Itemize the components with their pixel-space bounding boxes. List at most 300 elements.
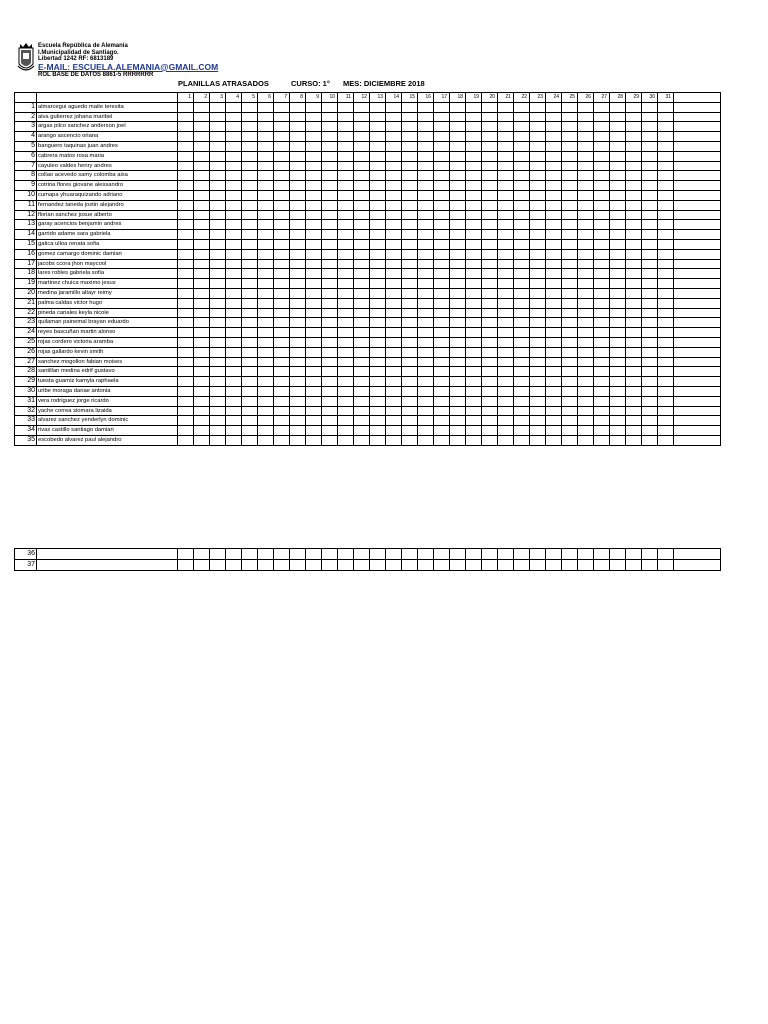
- day-cell[interactable]: [434, 288, 450, 298]
- day-cell[interactable]: [562, 141, 578, 151]
- day-cell[interactable]: [370, 337, 386, 347]
- day-cell[interactable]: [370, 279, 386, 289]
- day-cell[interactable]: [386, 279, 402, 289]
- day-cell[interactable]: [546, 259, 562, 269]
- day-cell[interactable]: [322, 190, 338, 200]
- day-cell[interactable]: [658, 190, 674, 200]
- day-cell[interactable]: [274, 308, 290, 318]
- day-cell[interactable]: [354, 406, 370, 416]
- day-cell[interactable]: [594, 230, 610, 240]
- day-cell[interactable]: [274, 560, 290, 571]
- day-cell[interactable]: [194, 141, 210, 151]
- day-cell[interactable]: [194, 337, 210, 347]
- day-cell[interactable]: [610, 318, 626, 328]
- day-cell[interactable]: [434, 337, 450, 347]
- day-cell[interactable]: [434, 132, 450, 142]
- day-cell[interactable]: [386, 269, 402, 279]
- day-cell[interactable]: [386, 102, 402, 112]
- day-cell[interactable]: [402, 288, 418, 298]
- day-cell[interactable]: [642, 357, 658, 367]
- day-cell[interactable]: [594, 435, 610, 445]
- day-cell[interactable]: [450, 367, 466, 377]
- day-cell[interactable]: [402, 347, 418, 357]
- day-cell[interactable]: [482, 367, 498, 377]
- day-cell[interactable]: [274, 435, 290, 445]
- day-cell[interactable]: [226, 367, 242, 377]
- day-cell[interactable]: [210, 190, 226, 200]
- day-cell[interactable]: [578, 549, 594, 560]
- day-cell[interactable]: [530, 560, 546, 571]
- day-cell[interactable]: [386, 328, 402, 338]
- day-cell[interactable]: [242, 396, 258, 406]
- day-cell[interactable]: [402, 549, 418, 560]
- day-cell[interactable]: [450, 416, 466, 426]
- day-cell[interactable]: [258, 435, 274, 445]
- day-cell[interactable]: [370, 328, 386, 338]
- day-cell[interactable]: [354, 171, 370, 181]
- day-cell[interactable]: [450, 560, 466, 571]
- day-cell[interactable]: [370, 396, 386, 406]
- day-cell[interactable]: [514, 406, 530, 416]
- day-cell[interactable]: [578, 230, 594, 240]
- day-cell[interactable]: [498, 200, 514, 210]
- day-cell[interactable]: [610, 406, 626, 416]
- day-cell[interactable]: [210, 171, 226, 181]
- day-cell[interactable]: [658, 416, 674, 426]
- day-cell[interactable]: [210, 386, 226, 396]
- day-cell[interactable]: [338, 406, 354, 416]
- day-cell[interactable]: [194, 396, 210, 406]
- day-cell[interactable]: [578, 308, 594, 318]
- day-cell[interactable]: [194, 560, 210, 571]
- day-cell[interactable]: [242, 239, 258, 249]
- day-cell[interactable]: [242, 269, 258, 279]
- day-cell[interactable]: [450, 259, 466, 269]
- day-cell[interactable]: [226, 347, 242, 357]
- day-cell[interactable]: [306, 161, 322, 171]
- day-cell[interactable]: [226, 386, 242, 396]
- day-cell[interactable]: [466, 141, 482, 151]
- day-cell[interactable]: [242, 200, 258, 210]
- day-cell[interactable]: [210, 269, 226, 279]
- day-cell[interactable]: [338, 200, 354, 210]
- day-cell[interactable]: [370, 151, 386, 161]
- day-cell[interactable]: [418, 200, 434, 210]
- day-cell[interactable]: [210, 298, 226, 308]
- day-cell[interactable]: [354, 279, 370, 289]
- day-cell[interactable]: [370, 416, 386, 426]
- day-cell[interactable]: [594, 318, 610, 328]
- day-cell[interactable]: [418, 337, 434, 347]
- day-cell[interactable]: [354, 560, 370, 571]
- day-cell[interactable]: [450, 151, 466, 161]
- day-cell[interactable]: [482, 337, 498, 347]
- day-cell[interactable]: [450, 230, 466, 240]
- day-cell[interactable]: [626, 386, 642, 396]
- day-cell[interactable]: [194, 426, 210, 436]
- day-cell[interactable]: [242, 328, 258, 338]
- day-cell[interactable]: [498, 122, 514, 132]
- day-cell[interactable]: [530, 161, 546, 171]
- day-cell[interactable]: [242, 141, 258, 151]
- day-cell[interactable]: [498, 357, 514, 367]
- day-cell[interactable]: [354, 298, 370, 308]
- day-cell[interactable]: [322, 151, 338, 161]
- day-cell[interactable]: [418, 190, 434, 200]
- day-cell[interactable]: [530, 377, 546, 387]
- day-cell[interactable]: [210, 259, 226, 269]
- day-cell[interactable]: [450, 132, 466, 142]
- day-cell[interactable]: [658, 549, 674, 560]
- day-cell[interactable]: [498, 171, 514, 181]
- day-cell[interactable]: [498, 269, 514, 279]
- day-cell[interactable]: [530, 132, 546, 142]
- day-cell[interactable]: [402, 122, 418, 132]
- day-cell[interactable]: [370, 560, 386, 571]
- day-cell[interactable]: [226, 112, 242, 122]
- day-cell[interactable]: [242, 416, 258, 426]
- day-cell[interactable]: [418, 181, 434, 191]
- day-cell[interactable]: [386, 200, 402, 210]
- day-cell[interactable]: [578, 132, 594, 142]
- day-cell[interactable]: [626, 269, 642, 279]
- day-cell[interactable]: [594, 259, 610, 269]
- day-cell[interactable]: [226, 230, 242, 240]
- day-cell[interactable]: [386, 396, 402, 406]
- day-cell[interactable]: [450, 161, 466, 171]
- day-cell[interactable]: [258, 220, 274, 230]
- day-cell[interactable]: [194, 210, 210, 220]
- day-cell[interactable]: [354, 259, 370, 269]
- day-cell[interactable]: [434, 318, 450, 328]
- day-cell[interactable]: [322, 367, 338, 377]
- day-cell[interactable]: [610, 288, 626, 298]
- day-cell[interactable]: [322, 249, 338, 259]
- day-cell[interactable]: [226, 416, 242, 426]
- day-cell[interactable]: [626, 357, 642, 367]
- day-cell[interactable]: [258, 239, 274, 249]
- day-cell[interactable]: [322, 220, 338, 230]
- day-cell[interactable]: [258, 560, 274, 571]
- day-cell[interactable]: [418, 151, 434, 161]
- day-cell[interactable]: [434, 357, 450, 367]
- day-cell[interactable]: [370, 259, 386, 269]
- day-cell[interactable]: [242, 347, 258, 357]
- day-cell[interactable]: [626, 318, 642, 328]
- day-cell[interactable]: [178, 220, 194, 230]
- day-cell[interactable]: [434, 416, 450, 426]
- day-cell[interactable]: [290, 102, 306, 112]
- day-cell[interactable]: [418, 220, 434, 230]
- day-cell[interactable]: [482, 230, 498, 240]
- day-cell[interactable]: [514, 141, 530, 151]
- day-cell[interactable]: [290, 239, 306, 249]
- day-cell[interactable]: [178, 386, 194, 396]
- day-cell[interactable]: [258, 308, 274, 318]
- day-cell[interactable]: [258, 549, 274, 560]
- day-cell[interactable]: [322, 288, 338, 298]
- day-cell[interactable]: [274, 347, 290, 357]
- day-cell[interactable]: [386, 337, 402, 347]
- day-cell[interactable]: [386, 347, 402, 357]
- day-cell[interactable]: [482, 406, 498, 416]
- day-cell[interactable]: [322, 549, 338, 560]
- day-cell[interactable]: [322, 279, 338, 289]
- day-cell[interactable]: [386, 249, 402, 259]
- day-cell[interactable]: [578, 386, 594, 396]
- day-cell[interactable]: [226, 279, 242, 289]
- day-cell[interactable]: [578, 102, 594, 112]
- day-cell[interactable]: [610, 151, 626, 161]
- day-cell[interactable]: [338, 416, 354, 426]
- day-cell[interactable]: [578, 426, 594, 436]
- day-cell[interactable]: [434, 259, 450, 269]
- day-cell[interactable]: [482, 328, 498, 338]
- day-cell[interactable]: [562, 426, 578, 436]
- day-cell[interactable]: [178, 347, 194, 357]
- day-cell[interactable]: [610, 141, 626, 151]
- day-cell[interactable]: [514, 426, 530, 436]
- day-cell[interactable]: [194, 102, 210, 112]
- day-cell[interactable]: [498, 161, 514, 171]
- day-cell[interactable]: [610, 269, 626, 279]
- day-cell[interactable]: [658, 259, 674, 269]
- day-cell[interactable]: [402, 102, 418, 112]
- day-cell[interactable]: [434, 435, 450, 445]
- day-cell[interactable]: [210, 239, 226, 249]
- day-cell[interactable]: [402, 426, 418, 436]
- day-cell[interactable]: [562, 328, 578, 338]
- day-cell[interactable]: [178, 406, 194, 416]
- day-cell[interactable]: [626, 406, 642, 416]
- day-cell[interactable]: [514, 269, 530, 279]
- day-cell[interactable]: [514, 328, 530, 338]
- day-cell[interactable]: [178, 132, 194, 142]
- day-cell[interactable]: [290, 249, 306, 259]
- day-cell[interactable]: [482, 560, 498, 571]
- day-cell[interactable]: [434, 269, 450, 279]
- day-cell[interactable]: [514, 367, 530, 377]
- day-cell[interactable]: [210, 279, 226, 289]
- day-cell[interactable]: [306, 549, 322, 560]
- day-cell[interactable]: [194, 406, 210, 416]
- day-cell[interactable]: [226, 357, 242, 367]
- day-cell[interactable]: [514, 190, 530, 200]
- day-cell[interactable]: [578, 269, 594, 279]
- day-cell[interactable]: [210, 132, 226, 142]
- day-cell[interactable]: [610, 171, 626, 181]
- day-cell[interactable]: [530, 288, 546, 298]
- day-cell[interactable]: [194, 549, 210, 560]
- day-cell[interactable]: [578, 337, 594, 347]
- day-cell[interactable]: [610, 112, 626, 122]
- day-cell[interactable]: [466, 406, 482, 416]
- day-cell[interactable]: [242, 102, 258, 112]
- day-cell[interactable]: [514, 337, 530, 347]
- day-cell[interactable]: [594, 288, 610, 298]
- day-cell[interactable]: [210, 200, 226, 210]
- day-cell[interactable]: [386, 357, 402, 367]
- day-cell[interactable]: [546, 210, 562, 220]
- day-cell[interactable]: [498, 132, 514, 142]
- day-cell[interactable]: [482, 386, 498, 396]
- day-cell[interactable]: [194, 386, 210, 396]
- day-cell[interactable]: [626, 151, 642, 161]
- day-cell[interactable]: [610, 200, 626, 210]
- day-cell[interactable]: [466, 318, 482, 328]
- day-cell[interactable]: [178, 357, 194, 367]
- day-cell[interactable]: [610, 416, 626, 426]
- day-cell[interactable]: [242, 308, 258, 318]
- day-cell[interactable]: [306, 560, 322, 571]
- day-cell[interactable]: [642, 259, 658, 269]
- day-cell[interactable]: [530, 337, 546, 347]
- day-cell[interactable]: [466, 416, 482, 426]
- day-cell[interactable]: [210, 122, 226, 132]
- day-cell[interactable]: [626, 171, 642, 181]
- day-cell[interactable]: [546, 151, 562, 161]
- day-cell[interactable]: [306, 328, 322, 338]
- day-cell[interactable]: [386, 230, 402, 240]
- day-cell[interactable]: [626, 549, 642, 560]
- day-cell[interactable]: [226, 161, 242, 171]
- day-cell[interactable]: [482, 171, 498, 181]
- day-cell[interactable]: [642, 239, 658, 249]
- day-cell[interactable]: [610, 102, 626, 112]
- day-cell[interactable]: [450, 549, 466, 560]
- day-cell[interactable]: [402, 259, 418, 269]
- day-cell[interactable]: [610, 386, 626, 396]
- day-cell[interactable]: [258, 230, 274, 240]
- day-cell[interactable]: [354, 112, 370, 122]
- day-cell[interactable]: [658, 112, 674, 122]
- day-cell[interactable]: [450, 396, 466, 406]
- day-cell[interactable]: [338, 279, 354, 289]
- day-cell[interactable]: [402, 220, 418, 230]
- day-cell[interactable]: [642, 230, 658, 240]
- day-cell[interactable]: [194, 357, 210, 367]
- day-cell[interactable]: [514, 386, 530, 396]
- day-cell[interactable]: [514, 288, 530, 298]
- day-cell[interactable]: [322, 435, 338, 445]
- day-cell[interactable]: [642, 132, 658, 142]
- day-cell[interactable]: [178, 279, 194, 289]
- day-cell[interactable]: [418, 230, 434, 240]
- day-cell[interactable]: [226, 406, 242, 416]
- day-cell[interactable]: [642, 426, 658, 436]
- day-cell[interactable]: [658, 396, 674, 406]
- day-cell[interactable]: [482, 279, 498, 289]
- day-cell[interactable]: [482, 239, 498, 249]
- day-cell[interactable]: [530, 239, 546, 249]
- day-cell[interactable]: [226, 259, 242, 269]
- day-cell[interactable]: [626, 337, 642, 347]
- day-cell[interactable]: [402, 239, 418, 249]
- day-cell[interactable]: [274, 288, 290, 298]
- day-cell[interactable]: [178, 328, 194, 338]
- day-cell[interactable]: [306, 171, 322, 181]
- day-cell[interactable]: [258, 406, 274, 416]
- day-cell[interactable]: [642, 269, 658, 279]
- day-cell[interactable]: [210, 357, 226, 367]
- day-cell[interactable]: [434, 230, 450, 240]
- day-cell[interactable]: [258, 337, 274, 347]
- day-cell[interactable]: [322, 122, 338, 132]
- day-cell[interactable]: [306, 357, 322, 367]
- day-cell[interactable]: [178, 318, 194, 328]
- day-cell[interactable]: [578, 396, 594, 406]
- day-cell[interactable]: [306, 132, 322, 142]
- day-cell[interactable]: [562, 279, 578, 289]
- day-cell[interactable]: [306, 259, 322, 269]
- day-cell[interactable]: [450, 181, 466, 191]
- day-cell[interactable]: [354, 249, 370, 259]
- day-cell[interactable]: [578, 435, 594, 445]
- day-cell[interactable]: [242, 357, 258, 367]
- day-cell[interactable]: [226, 141, 242, 151]
- day-cell[interactable]: [322, 181, 338, 191]
- day-cell[interactable]: [562, 337, 578, 347]
- day-cell[interactable]: [274, 396, 290, 406]
- day-cell[interactable]: [338, 377, 354, 387]
- day-cell[interactable]: [386, 141, 402, 151]
- day-cell[interactable]: [290, 279, 306, 289]
- day-cell[interactable]: [370, 141, 386, 151]
- day-cell[interactable]: [594, 239, 610, 249]
- day-cell[interactable]: [482, 426, 498, 436]
- day-cell[interactable]: [274, 549, 290, 560]
- day-cell[interactable]: [546, 318, 562, 328]
- email-link[interactable]: E-MAIL: ESCUELA.ALEMANIA@GMAIL.COM: [38, 61, 219, 72]
- day-cell[interactable]: [626, 239, 642, 249]
- day-cell[interactable]: [242, 560, 258, 571]
- day-cell[interactable]: [610, 181, 626, 191]
- day-cell[interactable]: [578, 357, 594, 367]
- day-cell[interactable]: [418, 298, 434, 308]
- day-cell[interactable]: [290, 308, 306, 318]
- day-cell[interactable]: [290, 288, 306, 298]
- day-cell[interactable]: [386, 181, 402, 191]
- day-cell[interactable]: [402, 200, 418, 210]
- day-cell[interactable]: [386, 210, 402, 220]
- day-cell[interactable]: [466, 259, 482, 269]
- day-cell[interactable]: [258, 161, 274, 171]
- day-cell[interactable]: [226, 560, 242, 571]
- day-cell[interactable]: [322, 416, 338, 426]
- day-cell[interactable]: [642, 112, 658, 122]
- day-cell[interactable]: [178, 560, 194, 571]
- day-cell[interactable]: [306, 318, 322, 328]
- day-cell[interactable]: [498, 249, 514, 259]
- day-cell[interactable]: [642, 200, 658, 210]
- day-cell[interactable]: [466, 269, 482, 279]
- day-cell[interactable]: [466, 435, 482, 445]
- day-cell[interactable]: [306, 141, 322, 151]
- day-cell[interactable]: [594, 328, 610, 338]
- day-cell[interactable]: [562, 549, 578, 560]
- day-cell[interactable]: [242, 337, 258, 347]
- day-cell[interactable]: [434, 426, 450, 436]
- day-cell[interactable]: [514, 151, 530, 161]
- day-cell[interactable]: [418, 377, 434, 387]
- day-cell[interactable]: [578, 112, 594, 122]
- day-cell[interactable]: [210, 560, 226, 571]
- day-cell[interactable]: [386, 386, 402, 396]
- day-cell[interactable]: [482, 200, 498, 210]
- day-cell[interactable]: [482, 347, 498, 357]
- day-cell[interactable]: [418, 318, 434, 328]
- day-cell[interactable]: [274, 279, 290, 289]
